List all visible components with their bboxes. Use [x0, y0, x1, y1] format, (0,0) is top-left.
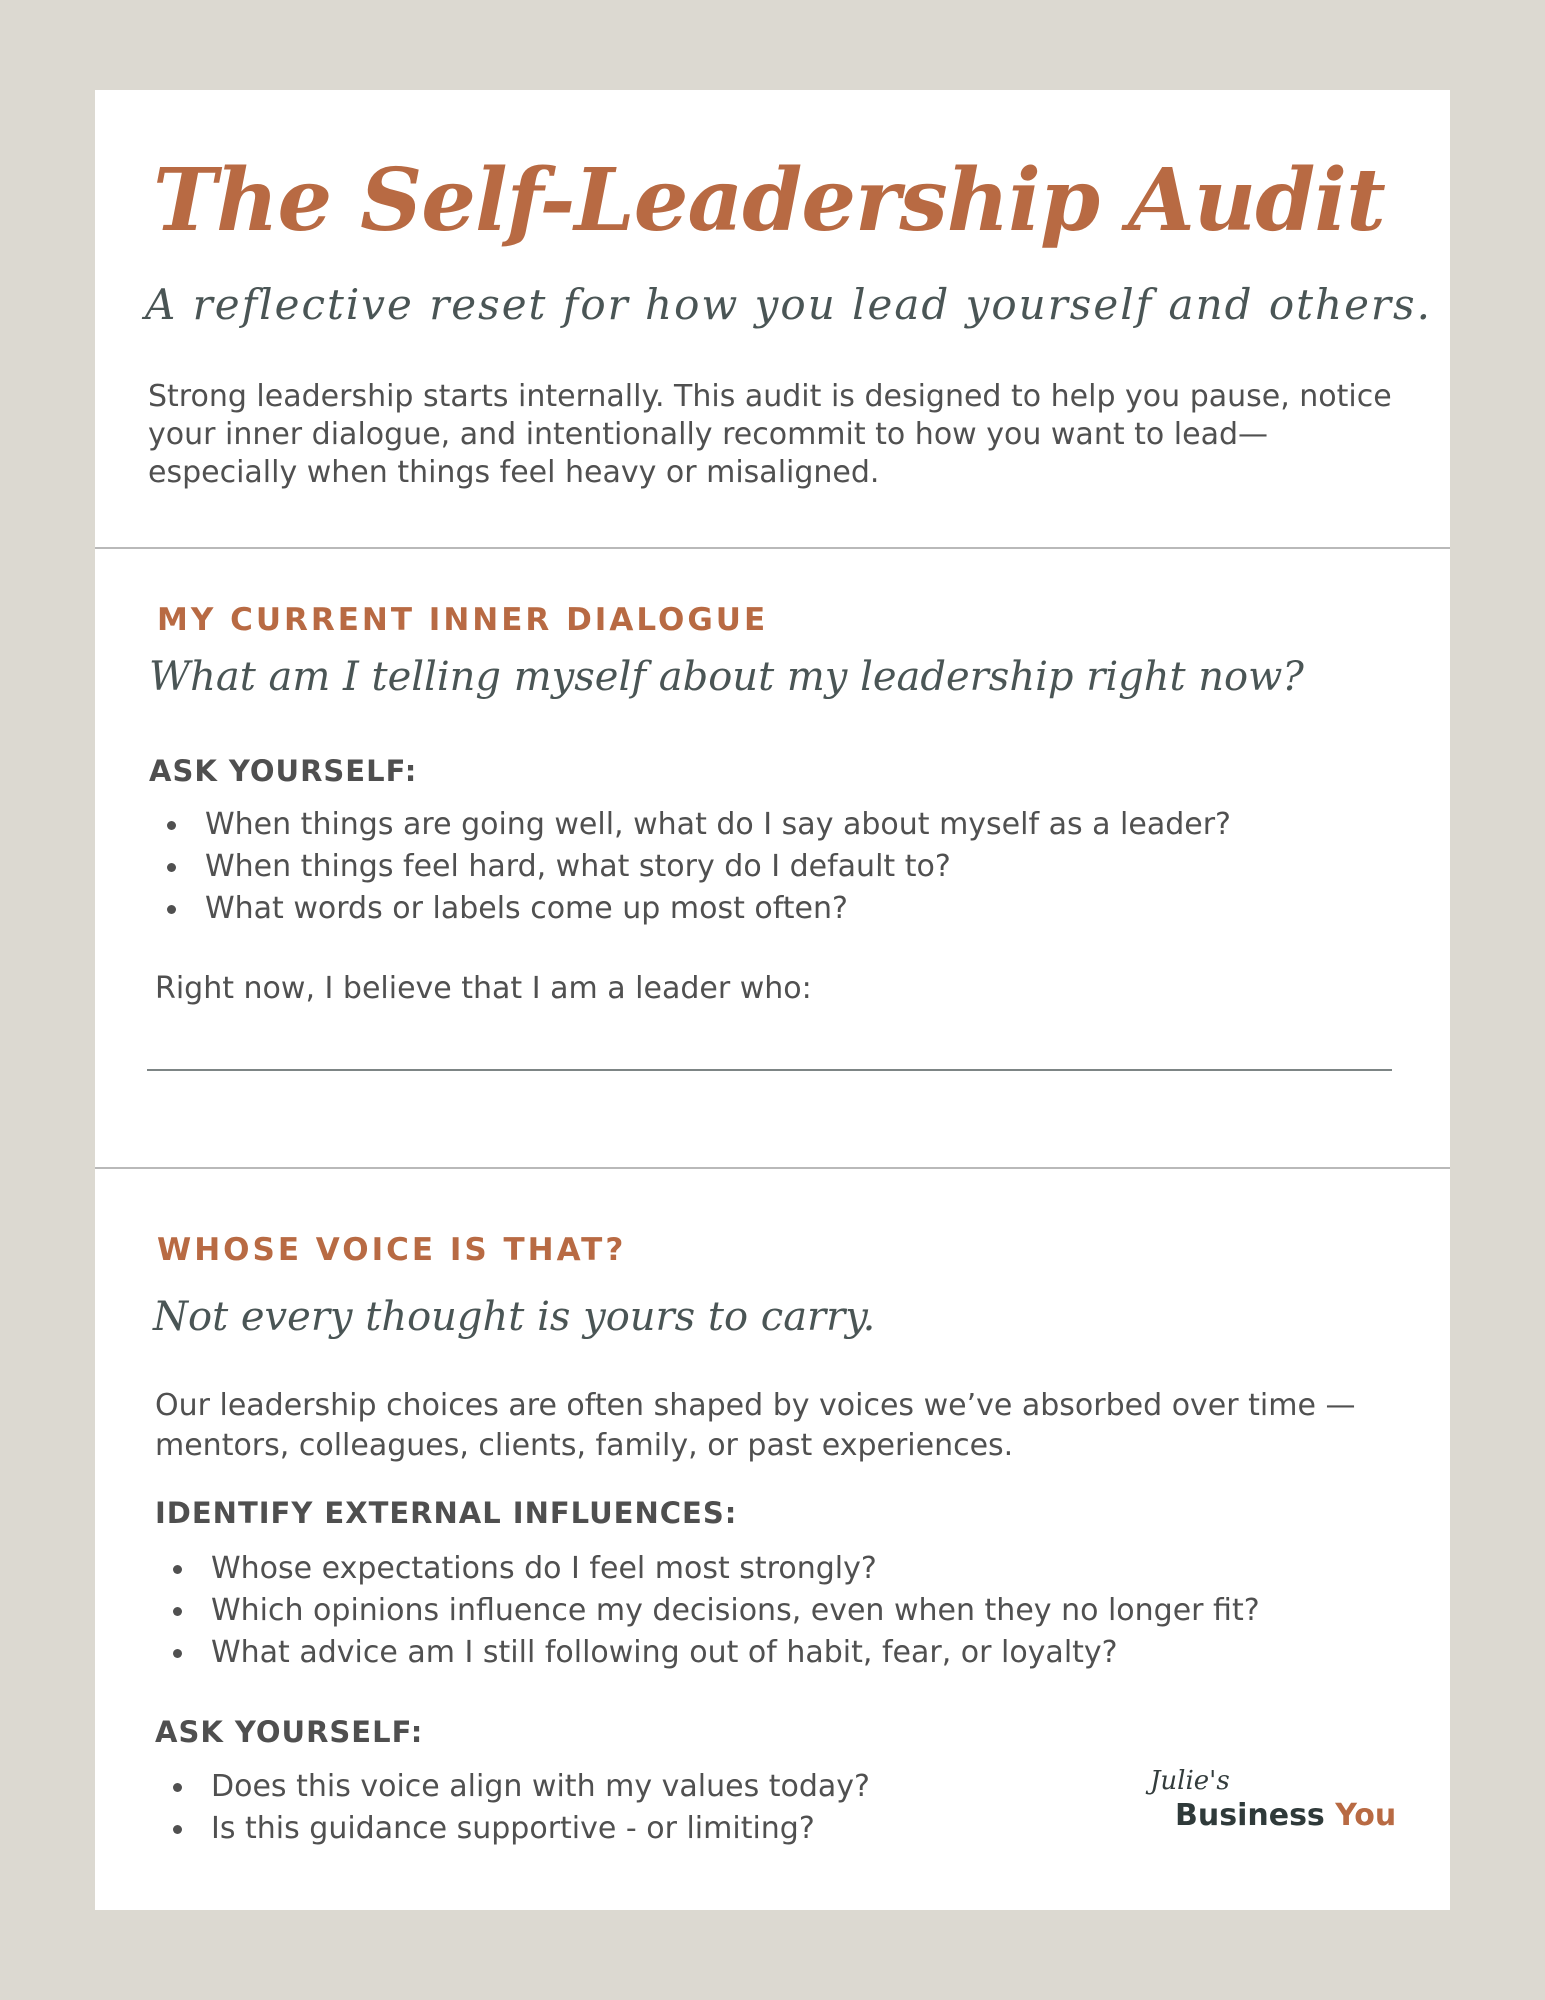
- brand-logo: [1150, 1766, 1397, 1846]
- list-item: Which opinions influence my decisions, even when they no longer fit?: [167, 1590, 1260, 1632]
- list-item: When things feel hard, what story do I default to?: [161, 846, 1231, 888]
- list-item: What advice am I still following out of habit, fear, or loyalty?: [167, 1632, 1260, 1674]
- influence-question-list: [167, 1548, 1260, 1674]
- voices-paragraph: Our leadership choices are often shaped by voices we’ve absorbed over time —mentors, colleagues, clients, family, or past experiences.: [155, 1388, 1356, 1463]
- list-item: Does this voice align with my values today?: [167, 1766, 870, 1808]
- audit-page: [95, 90, 1450, 1910]
- section1-subheading: What am I telling myself about my leadership right now?: [149, 654, 1304, 700]
- list-item: What words or labels come up most often?: [161, 888, 1231, 930]
- page-subtitle: A reflective reset for how you lead yourself and others.: [145, 280, 1432, 329]
- external-influences-label: IDENTIFY EXTERNAL INFLUENCES:: [155, 1496, 738, 1530]
- list-item: Whose expectations do I feel most strongly?: [167, 1548, 1260, 1590]
- section-divider: [95, 1167, 1450, 1169]
- ask-yourself-label: ASK YOURSELF:: [155, 1715, 424, 1749]
- alignment-question-list: [167, 1766, 870, 1850]
- list-item: Is this guidance supportive - or limiting?: [167, 1808, 870, 1850]
- logo-word-you: You: [1335, 1798, 1397, 1833]
- section2-subheading: Not every thought is yours to carry.: [153, 1294, 876, 1340]
- intro-paragraph: Strong leadership starts internally. This audit is designed to help you pause, notice your inner dialogue, and intentionally recommit to how you want to lead—especially when things feel heavy or misaligned.: [148, 379, 1392, 490]
- logo-script-text: Julie's: [1150, 1766, 1230, 1796]
- reflection-question-list: [161, 804, 1231, 930]
- logo-word-business: Business: [1175, 1798, 1325, 1833]
- list-item: When things are going well, what do I say about myself as a leader?: [161, 804, 1231, 846]
- write-in-line: [147, 1069, 1392, 1071]
- section1-heading: MY CURRENT INNER DIALOGUE: [157, 602, 769, 638]
- belief-prompt: Right now, I believe that I am a leader who:: [155, 971, 812, 1006]
- ask-yourself-label: ASK YOURSELF:: [149, 754, 418, 788]
- logo-wordmark: [1175, 1798, 1396, 1833]
- section-divider: [95, 547, 1450, 549]
- section2-heading: WHOSE VOICE IS THAT?: [157, 1232, 627, 1268]
- page-title: The Self-Leadership Audit: [153, 150, 1385, 251]
